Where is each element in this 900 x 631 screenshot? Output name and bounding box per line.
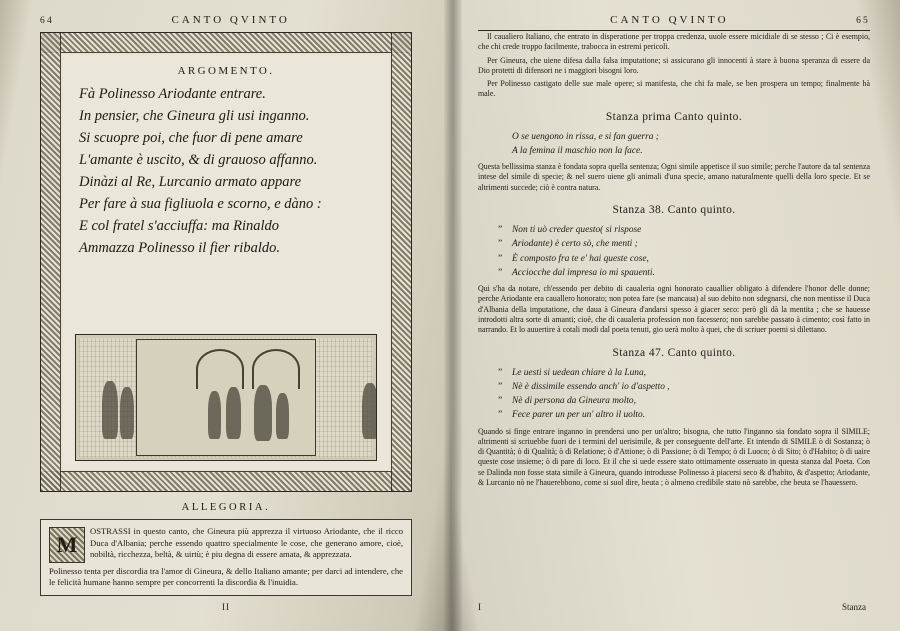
argomento-verses: [63, 83, 389, 259]
verse-line: [498, 366, 870, 380]
argomento-line: Si scuopre poi, che fuor di pene amare: [79, 130, 303, 147]
verse-text: Ariodante) è certo sò, che menti ;: [512, 239, 638, 250]
right-running-head: [478, 14, 870, 26]
woodcut-figure: [276, 393, 289, 439]
verse-line: [498, 266, 870, 280]
decorative-border-frame: [40, 32, 412, 492]
right-page-header-rule: [478, 30, 870, 31]
verse-line: [498, 394, 870, 408]
quote-mark: ”: [498, 224, 503, 235]
allegoria-text-block: [40, 519, 412, 596]
quote-mark: ”: [498, 267, 503, 278]
verse-text: Nè di persona da Gineura molto,: [512, 396, 636, 407]
quote-mark: ”: [498, 239, 503, 250]
catchword: Stanza: [842, 602, 866, 612]
quote-mark: ”: [498, 410, 503, 421]
left-signature-mark: II: [222, 602, 230, 612]
right-page-content: [478, 14, 870, 614]
woodcut-arch: [252, 349, 300, 389]
right-signature-mark: I: [478, 602, 481, 612]
verse-text: Acciocche dal impresa io mi spauenti.: [512, 267, 655, 278]
stanza-commentary: Quando si finge entrare inganno in prendersi uno per un'altro; bisogna, che tutto l'inganno sia fondato sopra il SIMILE; altrimenti si scriuebbe fuori de i termini del uerisimile, & per conseguente dell'arte. Et intendo di SIMILE ò di Sostanza; ò di Quantità; ò di Qualità; ò di Relatione; ò d'Attione; ò di Passione; ò di Tempo; ò di Luoco; ò di Sito; ò d'Habito; ò di uaire queste cose insieme; ò di pare di loco. Et il che si uede essere stato ottimamente osseruato in questa stanza dal Poeta. Con se Dalinda non fosse stata simile à Gineura, quando introdusse Polinesso à piacersi seco & d'habito, & d'aspetto; Ariodante, & Lurcanio nò ne l'hauerebbono, come si suol dire, beuta ; ò almeno credibile stato nò sarebbe, che beuta se l'hauessero.: [478, 426, 870, 488]
quote-mark: ”: [498, 367, 503, 378]
argomento-line: Per fare à sua figliuola e scorno, e dàno :: [79, 196, 322, 213]
left-page-content: [40, 14, 412, 614]
verse-line: [512, 130, 870, 144]
verse-text: Le uesti si uedean chiare à la Luna,: [512, 367, 647, 378]
verse-text: O se uengono in rissa, e si fan guerra ;: [512, 131, 659, 142]
quote-mark: ”: [498, 253, 503, 264]
left-folio-spacer: [407, 16, 412, 26]
argomento-line: In pensier, che Gineura gli usi inganno.: [79, 108, 310, 125]
right-paragraph: Per Polinesso castigato delle sue male opere; si manifesta, che chi fa male, se ben prospera un tempo; finalmente hà male.: [478, 79, 870, 99]
verse-line: [498, 252, 870, 266]
right-paragraph: Per Gineura, che uiene difesa dalla falsa imputatione; si assicurano gli innocenti à stare à buona speranza di essere da Dio protetti di difensori ne i maggiori bisogni loro.: [478, 55, 870, 75]
verse-text: È composto fra te e' hai queste cose,: [512, 253, 649, 264]
left-running-title: CANTO QVINTO: [171, 14, 290, 26]
quote-mark: ”: [498, 381, 503, 392]
allegoria-paragraph: Polinesso tenta per discordia tra l'amor di Gineura, & dello Italiano amante; per darci ad intendere, che le felicità humane hanno sempre per concorrenti la discordia & l'inuidia.: [49, 565, 403, 588]
verse-text: Non ti uò creder questo( si rispose: [512, 224, 642, 235]
stanza-heading: Stanza 47. Canto quinto.: [612, 346, 736, 359]
woodcut-figure: [362, 383, 377, 439]
verse-line: [498, 237, 870, 251]
border-band-left: [41, 33, 61, 491]
border-band-bottom: [41, 471, 411, 491]
left-running-head: [40, 14, 412, 26]
right-running-title: CANTO QVINTO: [610, 14, 729, 26]
right-paragraph: Il caualiero Italiano, che entrato in disperatione per troppa credenza, uuole essere micidiale di se stesso ; Ci è esempio, che chi crede troppo facilmente, trabocca in estremi pericoli.: [478, 32, 870, 52]
argomento-line: Fà Polinesso Ariodante entrare.: [79, 86, 266, 102]
verse-line: [512, 144, 870, 158]
border-band-top: [41, 33, 411, 53]
verse-line: [498, 223, 870, 237]
right-folio-spacer: [478, 16, 483, 26]
argomento-line: E col fratel s'acciuffa: ma Rinaldo: [79, 218, 280, 235]
stanza-verses: [478, 366, 870, 423]
stanza-commentary: Questa bellissima stanza è fondata sopra quella sentenza; Ogni simile appetisce il suo simile; perche l'autore da tal sentenza intese del simile di specie; & nel suero uiene gli animali d'una specie, amano naturalmente quelli della loro specie. Et se altrimenti succede; ciò è contra natura.: [478, 162, 870, 192]
stanza-heading: Stanza 38. Canto quinto.: [612, 203, 736, 216]
book-gutter: [444, 0, 462, 631]
allegoria-heading: ALLEGORIA.: [181, 502, 271, 513]
argomento-block: [63, 55, 389, 469]
allegoria-paragraph: OSTRASSI in questo canto, che Gineura più apprezza il virtuoso Ariodante, che il ricco Duca d'Albania; perche essendo quattro specialmente le cose, che generano amore, cioè, nobiltà, ricchezza, beltà, & uirtù; è piu degna di essere amata, & apprezzata.: [90, 526, 403, 560]
drop-cap: M: [49, 527, 85, 563]
woodcut-illustration: [75, 334, 377, 461]
argomento-line: L'amante è uscito, & di grauoso affanno.: [79, 152, 318, 169]
right-folio: 65: [856, 16, 870, 26]
woodcut-figure: [120, 387, 134, 439]
stanza-verses: [478, 130, 870, 159]
argomento-heading: ARGOMENTO.: [177, 65, 275, 77]
woodcut-figure: [226, 387, 241, 439]
woodcut-figure: [208, 391, 221, 439]
verse-text: Fece parer un per un' altro il uolto.: [512, 410, 646, 421]
stanza-verses: [478, 223, 870, 280]
stanza-heading: Stanza prima Canto quinto.: [605, 110, 743, 123]
stanza-commentary: Qui s'ha da notare, ch'essendo per debito di caualeria ogni honorato cauallier obligato à difendere l'honor delle donne; perche Ariodante era cauallero honorato; non potea fare (se mancaua) al suo debito non sdegnarsi, che non mentisse il Duca d'Albania della imputatione, che daua à Gineura d'andarsi spesso à giacer seco: però gli dà la mentita ; che se hauesse introdotti altra sorte di amanti; cioè, che di caualeria profession non facessero; non sarebbe passato à cimento; così fatto in narrando. Et lo auuertire à cotali modi dal poeta tenuti, gio uerà molto à quei, che di scriuer poemi si dilettano.: [478, 284, 870, 335]
right-page-footer: [478, 602, 870, 612]
left-folio: 64: [40, 16, 54, 26]
woodcut-figure: [102, 381, 118, 439]
verse-line: [498, 380, 870, 394]
border-band-right: [391, 33, 411, 491]
verse-line: [498, 408, 870, 422]
quote-mark: ”: [498, 396, 503, 407]
argomento-line: Dinàzi al Re, Lurcanio armato appare: [79, 174, 302, 191]
woodcut-figure: [254, 385, 272, 441]
verse-text: A la femina il maschio non la face.: [512, 145, 643, 156]
verse-text: Nè è dissimile essendo anch' io d'aspetto ,: [512, 381, 670, 392]
woodcut-arch: [196, 349, 244, 389]
argomento-line: Ammazza Polinesso il fier ribaldo.: [79, 240, 280, 257]
